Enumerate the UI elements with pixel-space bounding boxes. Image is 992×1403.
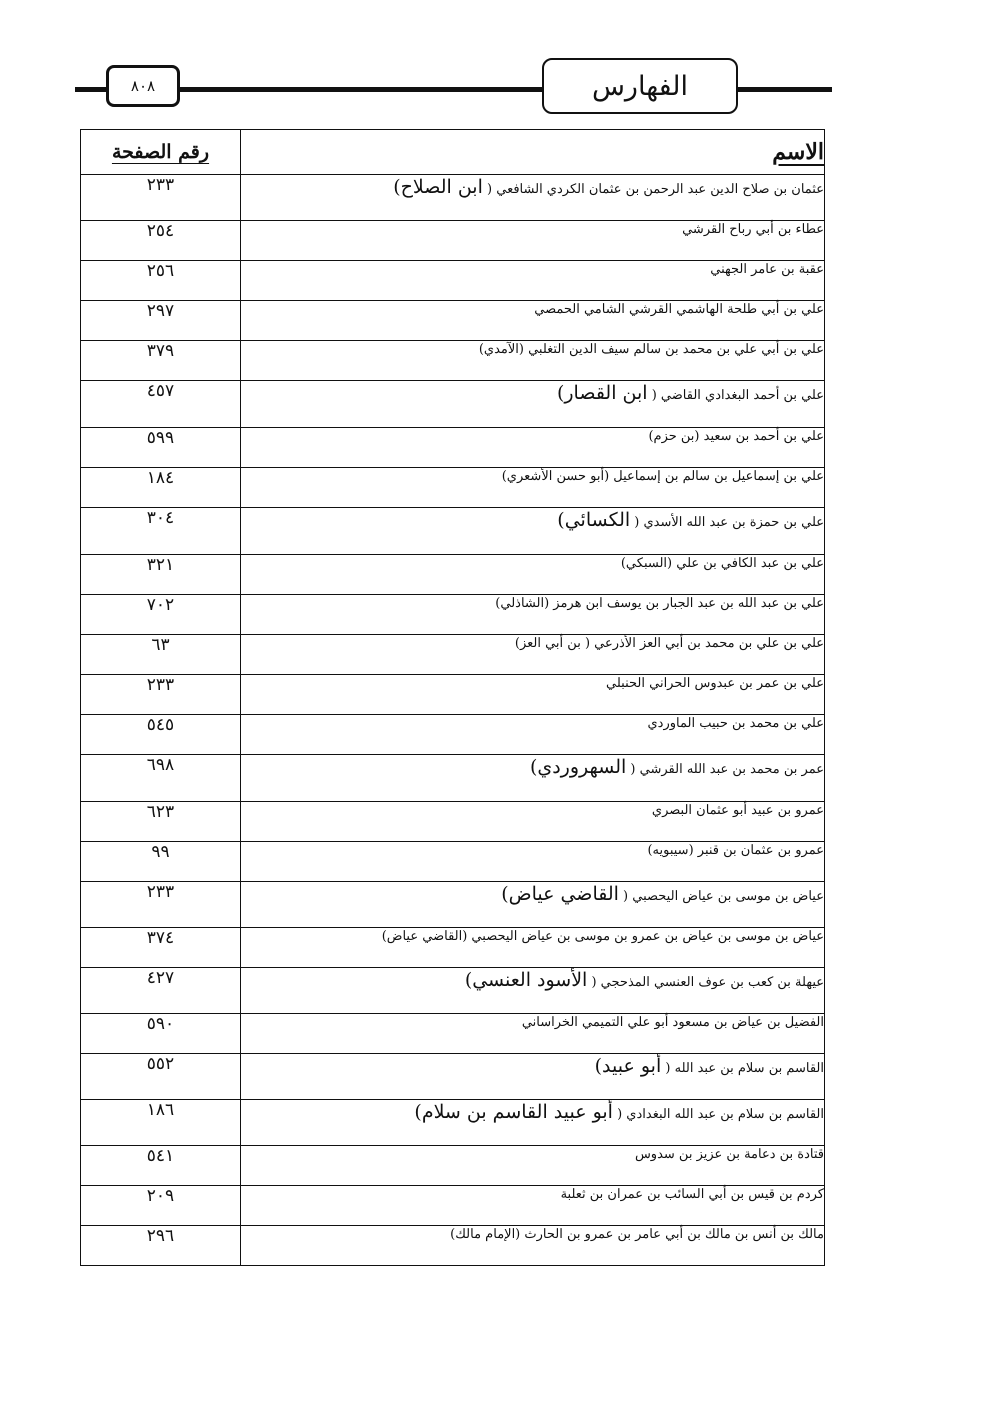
table-row [81, 1186, 825, 1226]
person-nickname: الأسود العنسي) [464, 969, 588, 991]
person-name [241, 261, 825, 301]
person-name [241, 1186, 825, 1226]
person-name [241, 635, 825, 675]
person-nickname: السهروردي) [529, 756, 627, 778]
person-nickname: القاضي عياض) [501, 883, 619, 905]
table-row [81, 755, 825, 802]
table-row [81, 468, 825, 508]
person-nickname: ابن الصلاح) [393, 176, 483, 198]
person-name [241, 381, 825, 428]
person-name-text: القاسم بن سلام بن عبد الله ( [661, 1061, 824, 1076]
person-nickname: ابن القصار) [556, 382, 648, 404]
page-title: الفهارس [542, 58, 738, 114]
page-reference: ٢٥٦ [81, 261, 241, 301]
person-name [241, 595, 825, 635]
person-nickname: أبو عبيد القاسم بن سلام) [414, 1101, 613, 1123]
person-name-text: عياض بن موسى بن عياض بن عمرو بن موسى بن عياض اليحصبي (القاضي عياض) [381, 929, 824, 944]
page-reference: ٢٩٧ [81, 301, 241, 341]
person-name-text: عيهلة بن كعب بن عوف العنسي المذحجي ( [587, 975, 824, 990]
person-name [241, 341, 825, 381]
person-name-text: علي بن محمد بن حبيب الماوردي [647, 716, 824, 731]
person-name-text: مالك بن أنس بن مالك بن أبي عامر بن عمرو بن الحارث (الإمام مالك) [450, 1227, 824, 1242]
table-row [81, 1146, 825, 1186]
person-nickname: أبو عبيد) [594, 1055, 662, 1077]
page-reference: ٢٣٣ [81, 882, 241, 928]
person-name [241, 468, 825, 508]
table-row [81, 428, 825, 468]
page-reference: ٦٢٣ [81, 802, 241, 842]
table-row [81, 968, 825, 1014]
person-name-text: علي بن علي بن محمد بن أبي العز الأذرعي ( بن أبي العز) [514, 636, 824, 651]
person-name-text: علي بن عبد الكافي بن علي (السبكي) [620, 556, 824, 571]
page-reference: ٤٢٧ [81, 968, 241, 1014]
person-name [241, 175, 825, 221]
person-name [241, 555, 825, 595]
person-name [241, 928, 825, 968]
person-name-text: علي بن حمزة بن عبد الله الأسدي ( [630, 515, 824, 530]
person-name-text: قتادة بن دعامة بن عزيز بن سدوس [634, 1147, 824, 1162]
person-nickname: الكسائي) [557, 509, 631, 531]
table-row [81, 928, 825, 968]
table-row [81, 301, 825, 341]
page-reference: ٢٥٤ [81, 221, 241, 261]
person-name [241, 221, 825, 261]
page-reference: ٢٩٦ [81, 1226, 241, 1266]
table-header-row [81, 130, 825, 175]
person-name [241, 882, 825, 928]
person-name-text: عقبة بن عامر الجهني [710, 262, 824, 277]
table-row [81, 842, 825, 882]
page-reference: ٧٠٢ [81, 595, 241, 635]
person-name-text: القاسم بن سلام بن عبد الله البغدادي ( [612, 1107, 824, 1122]
page-reference: ٣٧٩ [81, 341, 241, 381]
index-table [80, 129, 825, 1266]
person-name [241, 755, 825, 802]
person-name-text: كردم بن قيس بن أبي السائب بن عمران بن ثعلبة [560, 1187, 824, 1202]
person-name-text: علي بن عبد الله بن عبد الجبار بن يوسف ابن هرمز (الشاذلي) [495, 596, 824, 611]
person-name-text: عطاء بن أبي رباح القرشي [682, 222, 824, 237]
person-name-text: عياض بن موسى بن عياض اليحصبي ( [618, 889, 824, 904]
person-name [241, 1054, 825, 1100]
page-reference: ٥٤١ [81, 1146, 241, 1186]
person-name-text: الفضيل بن عياض بن مسعود أبو علي التميمي الخراساني [521, 1015, 824, 1030]
person-name [241, 675, 825, 715]
table-row [81, 715, 825, 755]
person-name-text: علي بن إسماعيل بن سالم بن إسماعيل (أبو حسن الأشعري) [501, 469, 824, 484]
person-name-text: علي بن أبي طلحة الهاشمي القرشي الشامي الحمصي [534, 302, 824, 317]
person-name [241, 428, 825, 468]
page-reference: ٣٧٤ [81, 928, 241, 968]
header-rule-right [737, 87, 832, 92]
table-row [81, 802, 825, 842]
person-name [241, 508, 825, 555]
page-reference: ٥٤٥ [81, 715, 241, 755]
page-reference: ٥٩٩ [81, 428, 241, 468]
table-row [81, 595, 825, 635]
page-reference: ٢٣٣ [81, 675, 241, 715]
person-name [241, 802, 825, 842]
header-rule-left [75, 87, 110, 92]
person-name-text: علي بن أحمد البغدادي القاضي ( [647, 388, 824, 403]
page-reference: ٦٩٨ [81, 755, 241, 802]
person-name-text: علي بن أحمد بن سعيد (بن حزم) [648, 429, 824, 444]
column-header-name: الاسم [241, 130, 825, 175]
table-row [81, 261, 825, 301]
person-name [241, 1146, 825, 1186]
person-name [241, 842, 825, 882]
person-name [241, 968, 825, 1014]
page-reference: ٣٠٤ [81, 508, 241, 555]
page-reference: ٩٩ [81, 842, 241, 882]
page-reference: ١٨٦ [81, 1100, 241, 1146]
table-row [81, 635, 825, 675]
table-row [81, 341, 825, 381]
table-row [81, 555, 825, 595]
page-number: ٨٠٨ [106, 65, 180, 107]
table-row [81, 508, 825, 555]
table-row [81, 1100, 825, 1146]
person-name [241, 1100, 825, 1146]
page-reference: ١٨٤ [81, 468, 241, 508]
table-row [81, 381, 825, 428]
person-name-text: علي بن عمر بن عبدوس الحراني الحنبلي [606, 676, 824, 691]
person-name [241, 1226, 825, 1266]
page-reference: ٥٥٢ [81, 1054, 241, 1100]
table-row [81, 675, 825, 715]
table-row [81, 221, 825, 261]
column-header-page: رقم الصفحة [81, 130, 241, 175]
table-row [81, 1054, 825, 1100]
table-row [81, 882, 825, 928]
person-name-text: علي بن أبي علي بن محمد بن سالم سيف الدين التغلبي (الآمدي) [478, 342, 824, 357]
person-name [241, 301, 825, 341]
page-reference: ٣٢١ [81, 555, 241, 595]
person-name-text: عمرو بن عثمان بن قنبر (سيبويه) [647, 843, 824, 858]
person-name-text: عمر بن محمد بن عبد الله القرشي ( [626, 762, 824, 777]
page-reference: ٤٥٧ [81, 381, 241, 428]
person-name-text: عثمان بن صلاح الدين عبد الرحمن بن عثمان الكردي الشافعي ( [482, 182, 824, 197]
person-name [241, 715, 825, 755]
table-row [81, 1226, 825, 1266]
table-row [81, 1014, 825, 1054]
header-rule-middle [180, 87, 545, 92]
page-reference: ٢٠٩ [81, 1186, 241, 1226]
table-row [81, 175, 825, 221]
person-name [241, 1014, 825, 1054]
page-reference: ٥٩٠ [81, 1014, 241, 1054]
person-name-text: عمرو بن عبيد أبو عثمان البصري [651, 803, 824, 818]
page-reference: ٢٣٣ [81, 175, 241, 221]
page-reference: ٦٣ [81, 635, 241, 675]
